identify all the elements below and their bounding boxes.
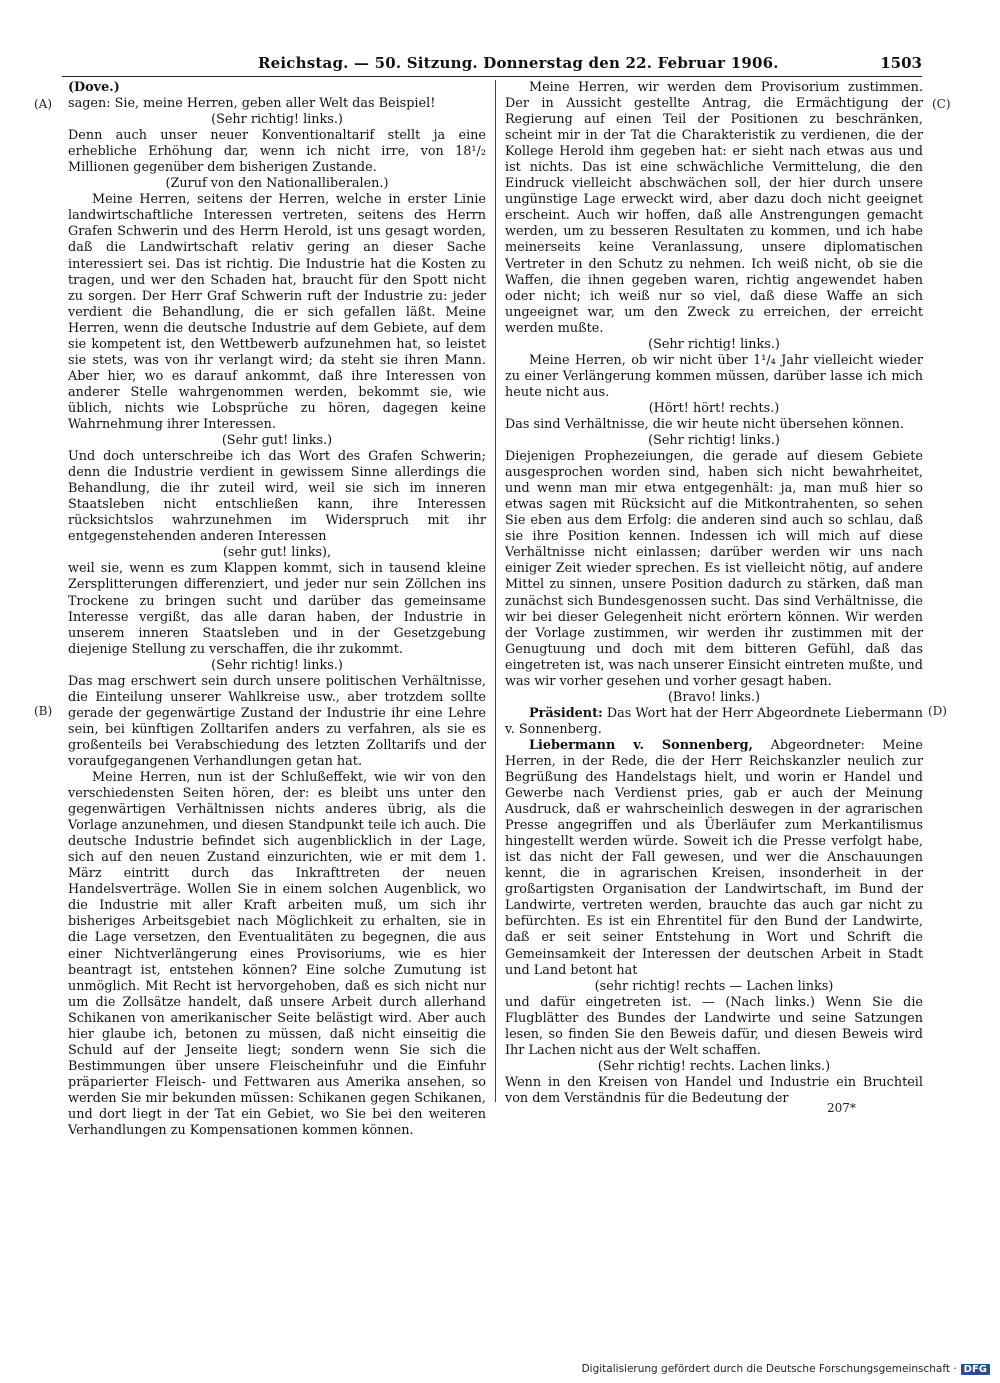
interjection: (Sehr richtig! links.) [211, 112, 343, 128]
paragraph: Meine Herren, seitens der Herren, welche in erster Linie landwirtschaftliche Interessen vertreten, seitens des Herrn Grafen Schwerin und des Herrn Herold, ist uns gesagt worden, daß die Landwirtschaft relativ gering an dieser Sache interessiert sei. Das ist richtig. Die Industrie hat die Kosten zu tragen, und wer den Schaden hat, braucht für den Spott nicht zu sorgen. Der Herr Graf Schwerin ruft der Industrie zu: jeder verdient die Behandlung, die er sich gefallen läßt. Meine Herren, wenn die deutsche Industrie auf dem Gebiete, auf dem sie kompetent ist, den Wettbewerb aufzunehmen hat, so leistet sie stets, was von ihr verlangt wird; da steht sie ihren Mann. Aber hier, wo es darauf ankommt, daß ihre Interessen von anderer Stelle wahrgenommen werden, bekommt sie, wie üblich, nichts wie Lobsprüche zu hören, dagegen keine Wahrnehmung ihrer Interessen. [68, 192, 486, 432]
speech-text: Das Wort hat der Herr Abgeordnete Liebermann v. Sonnenberg. [505, 705, 923, 737]
page-header [62, 54, 922, 77]
footer-text: Digitalisierung gefördert durch die Deutsche Forschungsgemeinschaft · [581, 1363, 957, 1375]
page-title: Reichstag. — 50. Sitzung. Donnerstag den 22. Februar 1906. [258, 54, 779, 72]
speaker-name: Liebermann v. Sonnenberg, [529, 737, 753, 753]
paragraph: weil sie, wenn es zum Klappen kommt, sich in tausend kleine Zersplitterungen differenziert, und jeder nur sein Zöllchen ins Trockene zu bringen sucht und darüber das gemeinsame Interesse vergißt, das alle daran haben, der Industrie in unserem inneren Staatsleben und in der Gesetzgebung diejenige Stellung zu verschaffen, die ihr zukommt. [68, 561, 486, 657]
speaker-label: (Dove.) [68, 80, 120, 95]
interjection: (Sehr richtig! rechts. Lachen links.) [597, 1058, 831, 1074]
speaker-name: Präsident: [529, 705, 603, 721]
interjection: (Hört! hört! rechts.) [648, 400, 780, 416]
paragraph: Meine Herren, ob wir nicht über 1¹/₄ Jahr vielleicht wieder zu einer Verlängerung kommen müssen, darüber lasse ich mich heute nicht aus. [505, 352, 923, 400]
speaker-paragraph [505, 706, 923, 738]
paragraph: Das sind Verhältnisse, die wir heute nicht übersehen können. [505, 416, 904, 432]
margin-marker-a: (A) [34, 97, 53, 111]
dfg-logo: DFG [961, 1364, 990, 1375]
paragraph: Und doch unterschreibe ich das Wort des Grafen Schwerin; denn die Industrie verdient in gewissem Sinne allerdings die Behandlung, die ihr zuteil wird, weil sie sich im inneren Staatsleben nicht entschließen kann, ihre Interessen rücksichtslos wahrzunehmen im Widerspruch mit ihr entgegenstehenden anderen Interessen [68, 449, 486, 545]
paragraph: Denn auch unser neuer Konventionaltarif stellt ja eine erhebliche Erhöhung dar, wenn ich nicht irre, von 18¹/₂ Millionen gegenüber dem bisherigen Zustande. [68, 128, 486, 176]
margin-marker-d: (D) [928, 704, 947, 718]
left-text-column [68, 80, 486, 1139]
speech-text: Abgeordneter: Meine Herren, in der Rede, die der Herr Reichskanzler neulich zur Begrüßung des Handelstags hielt, und worin er Handel und Gewerbe nach Verdienst pries, gab er auch der Meinung Ausdruck, daß er wahrscheinlich deswegen in der agrarischen Presse angegriffen und als Überläufer zum Merkantilismus hingestellt werden würde. Soweit ich die Presse verfolgt habe, ist das nicht der Fall gewesen, und wer die Anschauungen kennt, die in agrarischen Kreisen, insonderheit in der großartigsten Organisation der Landwirtschaft, im Bund der Landwirte, vertreten werden, brauchte das auch gar nicht zu befürchten. Es ist ein Ehrentitel für den Bund der Landwirte, daß er seit seiner Entstehung in Wort und Schrift die Gemeinsamkeit der Interessen der deutschen Arbeit in Stadt und Land betont hat [505, 737, 923, 978]
interjection: (Sehr richtig! links.) [648, 433, 780, 449]
page-number: 1503 [880, 54, 922, 72]
paragraph: Wenn in den Kreisen von Handel und Industrie ein Bruchteil von dem Verständnis für die Bedeutung der [505, 1074, 923, 1106]
interjection: (sehr gut! links), [222, 545, 332, 561]
signature-mark: 207* [827, 1101, 856, 1115]
paragraph: und dafür eingetreten ist. — (Nach links.) Wenn Sie die Flugblätter des Bundes der Landwirte und seine Satzungen lesen, so finden Sie den Beweis dafür, und diesen Beweis wird Ihr Lachen nicht aus der Welt schaffen. [505, 994, 923, 1058]
interjection: (Bravo! links.) [667, 689, 761, 705]
margin-marker-c: (C) [932, 97, 951, 111]
interjection: (Sehr gut! links.) [221, 433, 333, 449]
interjection: (Sehr richtig! links.) [211, 657, 343, 673]
paragraph: Diejenigen Prophezeiungen, die gerade auf diesem Gebiete ausgesprochen worden sind, haben sich nicht bewahrheitet, und wenn man mir etwa entgegenhält: ja, man muß hier so etwas sagen mit Rücksicht auf die Mitkontrahenten, so sehen Sie eben aus dem Erfolg: die anderen sind auch so schlau, daß sie ihre Position kennen. Indessen ich will mich auf diese Verhältnisse nicht einlassen; darüber werden wir uns nach einiger Zeit wieder sprechen. Es ist vielleicht nötig, auf andere Mittel zu sinnen, unsere Position dadurch zu stärken, daß man zunächst sich Bundesgenossen sucht. Das sind Verhältnisse, die wir bei dieser Gelegenheit nicht erörtern können. Wir werden der Vorlage zustimmen, wir werden ihr zustimmen mit der Genugtuung und doch mit dem bitteren Gefühl, daß das eingetreten ist, was nach unserer Einsicht eintreten mußte, und was wir vorher gesehen und vorher gesagt haben. [505, 449, 923, 689]
paragraph: Meine Herren, nun ist der Schlußeffekt, wie wir von den verschiedensten Seiten hören, der: es bleibt uns unter den gegenwärtigen Verhältnissen nichts anderes übrig, als die Vorlage anzunehmen, und diesen Standpunkt teile ich auch. Die deutsche Industrie befindet sich augenblicklich in der Lage, sich auf den neuen Zustand einzurichten, wie er mit dem 1. März eintritt durch das Inkrafttreten der neuen Handelsverträge. Wollen Sie in einem solchen Augenblick, wo die Industrie mit aller Kraft arbeiten muß, um sich ihr bisheriges Arbeitsgebiet nach Möglichkeit zu erhalten, sie in die Lage versetzen, den Eventualitäten zu begegnen, die aus einer Nichtverlängerung eines Provisoriums, wie es hier beantragt ist, entstehen können? Eine solche Zumutung ist unmöglich. Mit Recht ist hervorgehoben, daß es sich nicht nur um die Zollsätze handelt, daß unsere Arbeit durch allerhand Schikanen von amerikanischer Seite belästigt wird. Aber auch hier glaube ich, betonen zu müssen, daß nicht einseitig die Schuld auf der Jenseite liegt; sondern wenn Sie sich die Bestimmungen über unsere Fleischeinfuhr und die Einfuhr präparierter Fleisch- und Fettwaren aus Amerika ansehen, so werden Sie mir bekunden müssen: Schikanen gegen Schikanen, und dort liegt in der Tat ein Gebiet, wo Sie bei den weiteren Verhandlungen zu Kompensationen kommen können. [68, 770, 486, 1139]
interjection: (Zuruf von den Nationalliberalen.) [165, 176, 389, 192]
speaker-paragraph [505, 738, 923, 979]
interjection: (sehr richtig! rechts — Lachen links) [594, 978, 834, 994]
right-text-column [505, 80, 923, 1107]
footer-credit [582, 1363, 990, 1375]
column-divider [495, 80, 496, 1102]
interjection: (Sehr richtig! links.) [648, 336, 780, 352]
paragraph: Das mag erschwert sein durch unsere politischen Verhältnisse, die Einteilung unserer Wahlkreise usw., aber trotzdem sollte gerade der gegenwärtige Zustand der Industrie ihr eine Lehre sein, bei künftigen Zolltarifen anders zu verfahren, als sie es großenteils bei Verabschiedung des letzten Zolltarifs und der voraufgegangenen Verhandlungen getan hat. [68, 673, 486, 769]
margin-marker-b: (B) [34, 704, 53, 718]
paragraph: Meine Herren, wir werden dem Provisorium zustimmen. Der in Aussicht gestellte Antrag, die Ermächtigung der Regierung auf einen Teil der Positionen zu beschränken, scheint mir in der Tat die Charakteristik zu verdienen, die der Kollege Herold ihm gegeben hat: er sieht nach etwas aus und ist nichts. Das ist eine schwächliche Vermittelung, die den Eindruck vielleicht abschwächen soll, der hier durch unsere ungünstige Lage erweckt wird, aber dazu doch nicht geeignet erscheint. Auch wir hoffen, daß alle Anstrengungen gemacht werden, um zu besseren Resultaten zu kommen, und ich habe meinerseits keine Veranlassung, unsere diplomatischen Vertreter in den Schutz zu nehmen. Ich weiß nicht, ob sie die Waffen, die ihnen gegeben waren, richtig angewendet haben oder nicht; ich weiß nur so viel, daß diese Waffe an sich ungeeignet war, um den Zweck zu erreichen, der erreicht werden mußte. [505, 80, 923, 336]
paragraph: sagen: Sie, meine Herren, geben aller Welt das Beispiel! [68, 96, 436, 112]
